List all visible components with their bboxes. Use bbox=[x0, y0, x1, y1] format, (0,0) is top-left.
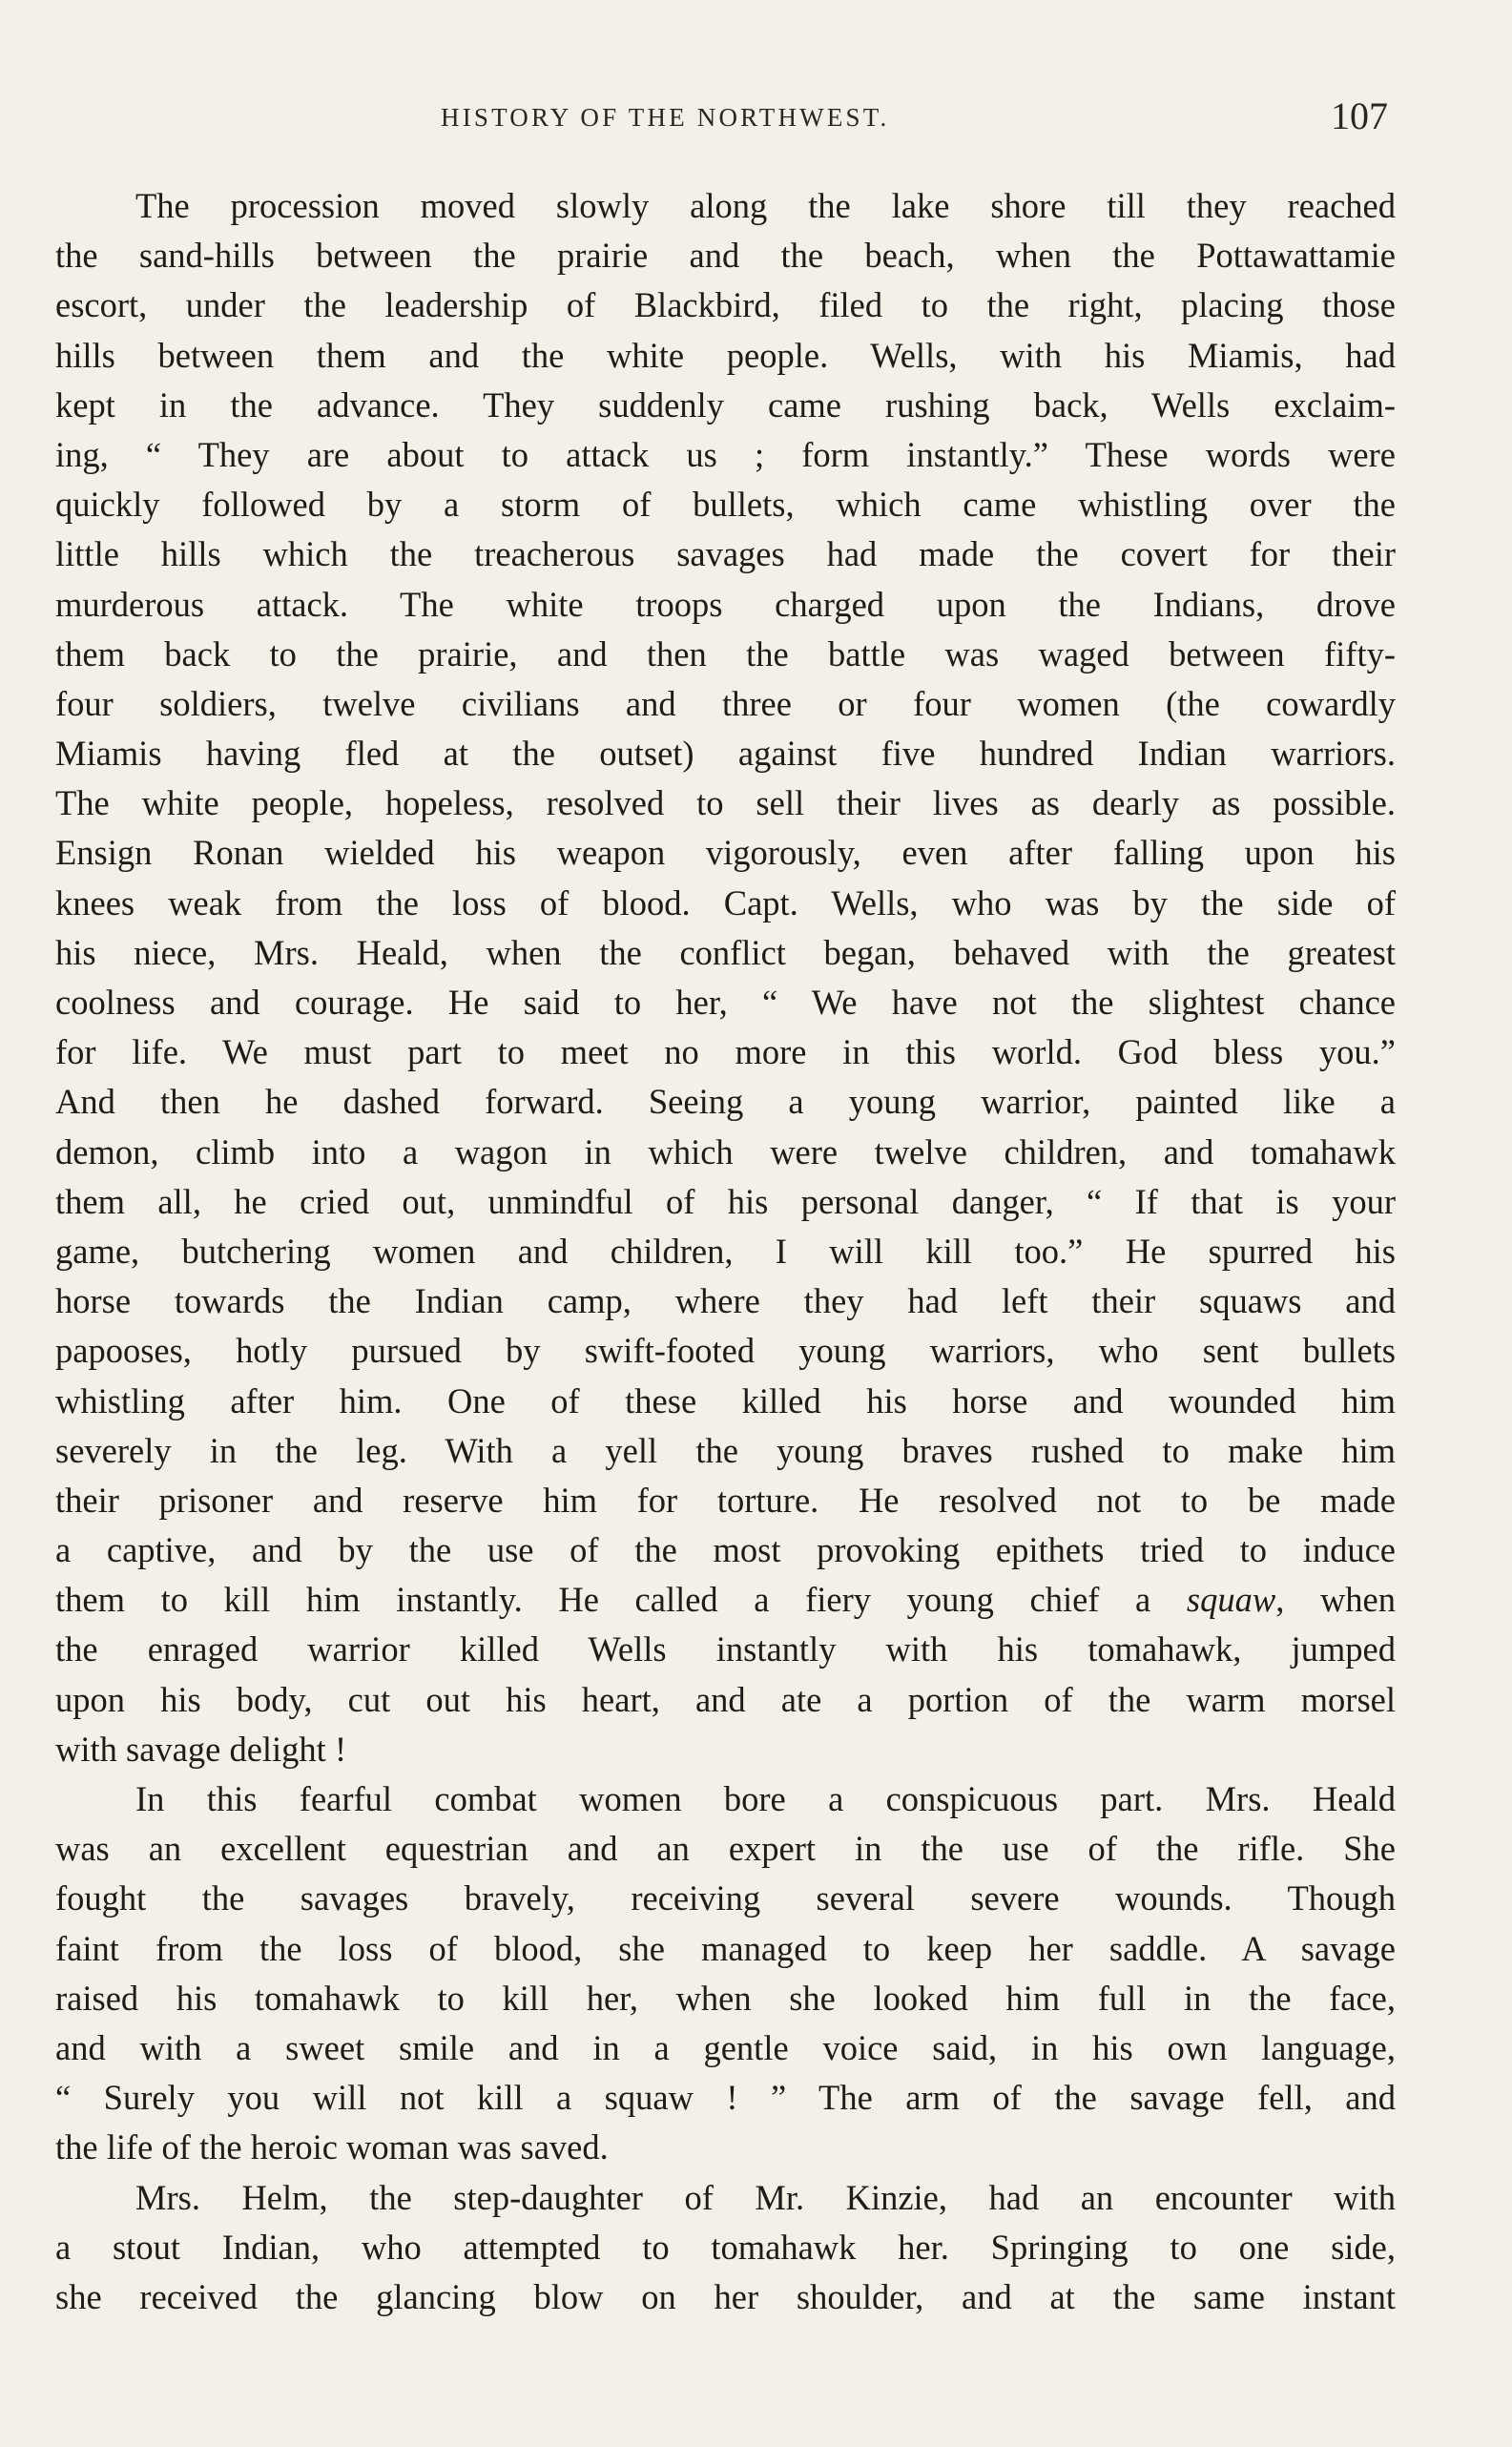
text-line: kept in the advance. They suddenly came rushing back, Wells exclaim- bbox=[55, 384, 1396, 425]
body-text bbox=[55, 181, 1396, 2322]
text-line: ing, “ They are about to attack us ; form instantly.” These words were bbox=[55, 434, 1396, 474]
page-number: 107 bbox=[1331, 94, 1388, 137]
text-line: murderous attack. The white troops charged upon the Indians, drove bbox=[55, 584, 1396, 624]
text-line: little hills which the treacherous savages had made the covert for their bbox=[55, 534, 1396, 574]
text-line: In this fearful combat women bore a conspicuous part. Mrs. Heald bbox=[135, 1779, 1396, 1818]
text-line: whistling after him. One of these killed his horse and wounded him bbox=[55, 1380, 1396, 1421]
text-line: his niece, Mrs. Heald, when the conflict began, behaved with the greatest bbox=[55, 932, 1396, 972]
text-line: and with a sweet smile and in a gentle voice said, in his own language, bbox=[55, 2027, 1396, 2067]
text-line: And then he dashed forward. Seeing a young warrior, painted like a bbox=[55, 1082, 1396, 1122]
running-title: HISTORY OF THE NORTHWEST. bbox=[441, 103, 890, 132]
text-line: for life. We must part to meet no more in this world. God bless you.” bbox=[55, 1032, 1396, 1072]
text-line: upon his body, cut out his heart, and ate a portion of the warm morsel bbox=[55, 1679, 1396, 1719]
text-line: faint from the loss of blood, she managed to keep her saddle. A savage bbox=[55, 1928, 1396, 1968]
text-line: hills between them and the white people. Wells, with his Miamis, had bbox=[55, 335, 1396, 375]
text-line: them back to the prairie, and then the battle was waged between fifty- bbox=[55, 633, 1396, 674]
text-line: was an excellent equestrian and an expert in the use of the rifle. She bbox=[55, 1829, 1396, 1869]
text-line: the life of the heroic woman was saved. bbox=[55, 2127, 609, 2167]
text-line: knees weak from the loss of blood. Capt. Wells, who was by the side of bbox=[55, 882, 1396, 923]
text-line: coolness and courage. He said to her, “ We have not the slightest chance bbox=[55, 983, 1396, 1022]
text-line: horse towards the Indian camp, where they had left their squaws and bbox=[55, 1281, 1396, 1321]
text-line: a captive, and by the use of the most provoking epithets tried to induce bbox=[55, 1530, 1396, 1570]
text-line: a stout Indian, who attempted to tomahawk her. Springing to one side, bbox=[55, 2227, 1396, 2267]
text-line: with savage delight ! bbox=[55, 1729, 347, 1769]
text-line: game, butchering women and children, I will kill too.” He spurred his bbox=[55, 1231, 1396, 1271]
text-line: the sand-hills between the prairie and the beach, when the Pottawattamie bbox=[55, 236, 1396, 276]
text-line: Miamis having fled at the outset) against five hundred Indian warriors. bbox=[55, 734, 1396, 774]
text-line: she received the glancing blow on her shoulder, and at the same instant bbox=[55, 2276, 1396, 2316]
text-line: raised his tomahawk to kill her, when she looked him full in the face, bbox=[55, 1978, 1396, 2018]
text-line-part: them to kill him instantly. He called a fiery young chief a bbox=[55, 1580, 1187, 1620]
text-line: quickly followed by a storm of bullets, which came whistling over the bbox=[55, 485, 1396, 525]
italic-word: squaw bbox=[1186, 1580, 1276, 1620]
text-line: The procession moved slowly along the lake shore till they reached bbox=[135, 186, 1396, 225]
text-line: their prisoner and reserve him for torture. He resolved not to be made bbox=[55, 1480, 1396, 1520]
text-line: the enraged warrior killed Wells instantly with his tomahawk, jumped bbox=[55, 1629, 1396, 1669]
text-line: severely in the leg. With a yell the young braves rushed to make him bbox=[55, 1430, 1396, 1470]
text-line: them all, he cried out, unmindful of his personal danger, “ If that is your bbox=[55, 1181, 1396, 1221]
text-line: four soldiers, twelve civilians and three or four women (the cowardly bbox=[55, 683, 1396, 723]
text-line: papooses, hotly pursued by swift-footed young warriors, who sent bullets bbox=[55, 1331, 1396, 1371]
text-line: “ Surely you will not kill a squaw ! ” The arm of the savage fell, and bbox=[55, 2078, 1396, 2118]
text-line: Ensign Ronan wielded his weapon vigorously, even after falling upon his bbox=[55, 833, 1396, 873]
text-line: The white people, hopeless, resolved to sell their lives as dearly as possible. bbox=[55, 783, 1396, 823]
text-line-part: , when bbox=[1275, 1580, 1397, 1620]
running-head bbox=[0, 93, 1512, 151]
text-line: escort, under the leadership of Blackbird, filed to the right, placing those bbox=[55, 285, 1396, 325]
text-line: fought the savages bravely, receiving several severe wounds. Though bbox=[55, 1878, 1396, 1918]
text-line bbox=[55, 1575, 1396, 1625]
text-line: demon, climb into a wagon in which were twelve children, and tomahawk bbox=[55, 1131, 1396, 1172]
text-line: Mrs. Helm, the step-daughter of Mr. Kinzie, had an encounter with bbox=[135, 2177, 1396, 2217]
